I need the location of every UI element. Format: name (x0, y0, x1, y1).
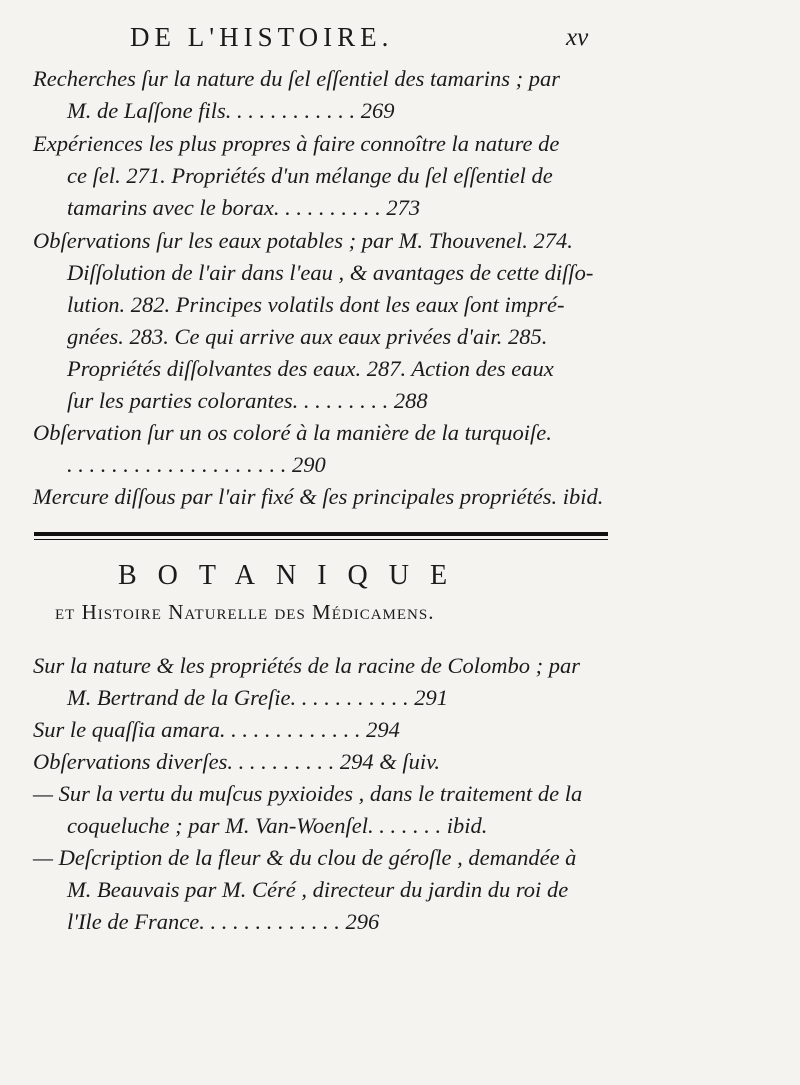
toc-line: Obſervations ſur les eaux potables ; par M. Thouvenel. 274. (33, 228, 573, 253)
section-divider-thick (34, 532, 608, 536)
running-title: DE L'HISTOIRE. (130, 22, 394, 52)
toc-line: M. de Laſſone fils. . . . . . . . . . . . 269 (67, 98, 395, 123)
toc-line: gnées. 283. Ce qui arrive aux eaux privées d'air. 285. (67, 324, 548, 349)
toc-line: M. Beauvais par M. Céré , directeur du jardin du roi de (67, 877, 569, 902)
toc-line: Obſervations diverſes. . . . . . . . . . 294 & ſuiv. (33, 749, 441, 774)
toc-line: lution. 282. Principes volatils dont les eaux ſont impré- (67, 292, 565, 317)
section-divider-thin (34, 539, 608, 540)
toc-line: Expériences les plus propres à faire connoître la nature de (33, 131, 560, 156)
toc-line: Propriétés diſſolvantes des eaux. 287. Action des eaux (67, 356, 554, 381)
toc-line: ſur les parties colorantes. . . . . . . . . 288 (67, 388, 428, 413)
toc-line: Diſſolution de l'air dans l'eau , & avantages de cette diſſo- (67, 260, 594, 285)
toc-line: M. Bertrand de la Greſie. . . . . . . . . . . 291 (67, 685, 448, 710)
page-number: xv (566, 24, 589, 51)
toc-line: — Sur la vertu du muſcus pyxioides , dans le traitement de la (33, 781, 583, 806)
toc-line: tamarins avec le borax. . . . . . . . . . 273 (67, 195, 421, 220)
section-title: BOTANIQUE (118, 560, 469, 591)
toc-line: Obſervation ſur un os coloré à la manière de la turquoiſe. (33, 420, 552, 445)
section-subtitle: et Histoire Naturelle des Médicamens. (55, 600, 435, 624)
toc-line: Sur le quaſſia amara. . . . . . . . . . . . . 294 (33, 717, 400, 742)
toc-line: l'Ile de France. . . . . . . . . . . . . 296 (67, 909, 380, 934)
toc-line: coqueluche ; par M. Van-Woenſel. . . . . . . ibid. (67, 813, 488, 838)
toc-line: — Deſcription de la fleur & du clou de géroſle , demandée à (33, 845, 577, 870)
toc-line: Sur la nature & les propriétés de la racine de Colombo ; par (33, 653, 581, 678)
toc-line: ce ſel. 271. Propriétés d'un mélange du ſel eſſentiel de (67, 163, 553, 188)
toc-line: Mercure diſſous par l'air fixé & ſes principales propriétés. ibid. (33, 484, 604, 509)
toc-line: Recherches ſur la nature du ſel eſſentiel des tamarins ; par (33, 66, 560, 91)
toc-line: . . . . . . . . . . . . . . . . . . . . 290 (67, 452, 326, 477)
